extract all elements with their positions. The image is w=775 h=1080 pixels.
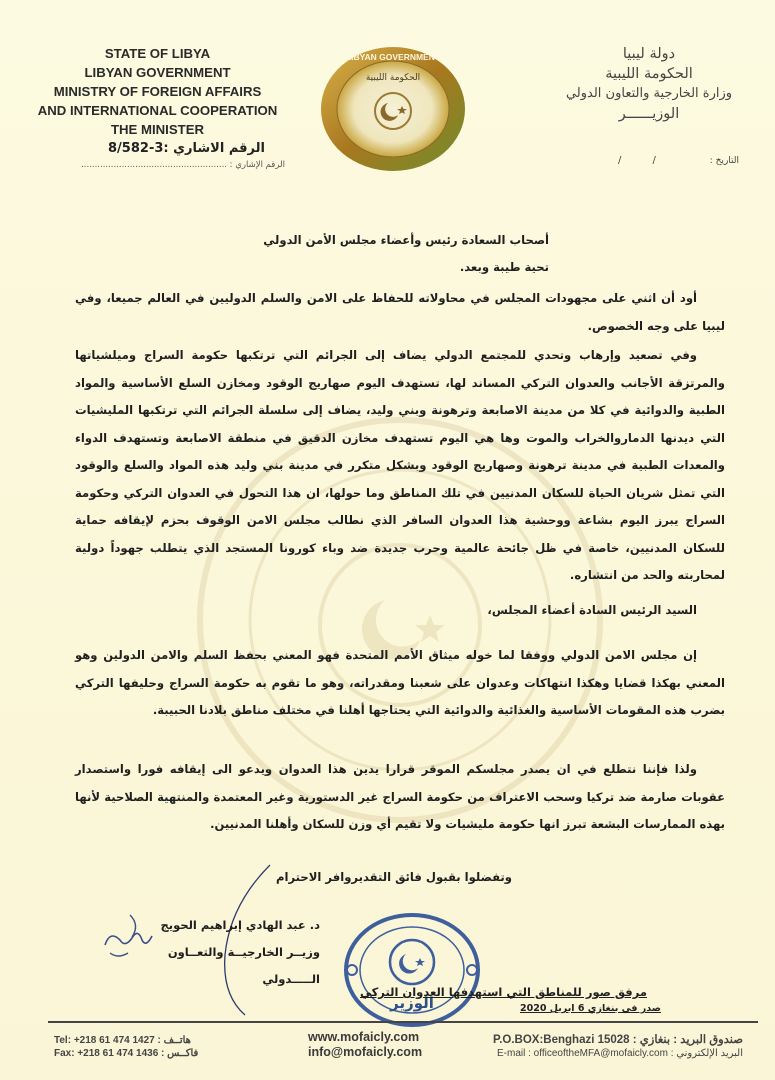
signatory-block [120,912,320,993]
arabic-letterhead [549,44,749,124]
salutation-greeting: تحية طيبة وبعد. [459,260,549,274]
letterhead-line-government: LIBYAN GOVERNMENT [84,65,231,80]
salutation-line: أصحاب السعادة رئيس وأعضاء مجلس الأمن الدولي [263,233,549,247]
letterhead-line-state: STATE OF LIBYA [104,46,211,61]
reference-label: الرقم الإشاري : ...................................................... [81,160,285,170]
footer-postal [493,1033,743,1061]
footer-po-box: صندوق البريد : بنغازي : P.O.BOX:Benghazi 15028 [493,1034,743,1046]
closing-remark: وتفضلوا بقبول فائق التقديروافر الاحترام [276,870,512,884]
footer-contact-phone [54,1034,198,1060]
arabic-line-minister: الوزيــــــر [618,106,680,122]
footer-fax: Fax: +218 61 474 1436 : فاكــس [54,1048,199,1059]
letterhead-line-minister: THE MINISTER [110,122,205,137]
footer-website[interactable]: www.mofaicly.com [308,1030,420,1044]
letter-body-1 [75,285,725,340]
signatory-name: د. عبد الهادي إبراهيم الحويج [160,918,320,932]
issued-date: صدر في بنغازي 6 ابريل 2020 [520,1003,661,1014]
letterhead-line-ministry: MINISTRY OF FOREIGN AFFAIRS [53,84,262,99]
footer-email-office[interactable]: البريد الإلكتروني : E-mail : officeoftheMFA@mofaicly.com [497,1048,743,1059]
letter-body-5 [75,756,725,839]
footer-divider [48,1021,758,1023]
attachment-note: مرفق صور للمناطق التي استهدفها العدوان التركي [359,985,647,999]
paragraph-security-council: إن مجلس الامن الدولي ووفقا لما خوله ميثاق الأمم المتحدة فهو المعني بحفظ السلم والامن الدولين وهو المعني بهكذا قضايا وهكذا انتهاكات وعدوان على شعبنا ومقدراته، وهو ما تقوم به حكومة السراج وحليفها التركي بضرب هذه المقومات الأساسية والغذائية والدوائية التي يحتاجها أهلنا في مختلف مناطق بلادنا الحبيبة. [75,648,725,717]
paragraph-request: ولذا فإننا نتطلع في ان يصدر مجلسكم الموقر قرارا يدين هذا العدوان ويدعو الى إيقافه فورا واستصدار عقوبات صارمة ضد تركيا وسحب الاعتراف من حكومة السراج غير الدستورية وغير المعتمدة والمنتهية الصلاحية لأنها بهذه الممارسات البشعة تبرز انها حكومة مليشيات ولا تقيم أي وزن للسكان وأهلنا المدنيين. [75,762,725,831]
footer-email-info[interactable]: info@mofaicly.com [308,1045,423,1059]
letterhead-line-cooperation: AND INTERNATIONAL COOPERATION [37,103,278,118]
ministry-logo [318,45,468,173]
official-stamp [340,910,485,1028]
footer-tel: Tel: +218 61 474 1427 : هاتــف [54,1035,191,1046]
reference-number: الرقم الاشاري :3-8/582 [108,141,265,156]
arabic-line-ministry: وزارة الخارجية والتعاون الدولي [565,86,733,101]
english-letterhead [30,44,285,139]
logo-text: LIBYAN GOVERNMENT [345,52,441,62]
footer-web [308,1030,422,1060]
stamp-text: الوزير [390,994,434,1012]
date-value: / / [618,155,670,166]
letter-body-4 [75,642,725,725]
letter-body-3 [75,597,725,625]
arabic-line-state: دولة ليبيا [622,46,676,62]
arabic-line-government: الحكومة الليبية [605,66,693,82]
salutation [263,227,549,281]
letter-body-2 [75,342,725,590]
logo-arabic-text: الحكومة الليبية [365,73,421,83]
signatory-title: وزيــر الخارجيــة والتعــاون الـــــدولي [167,945,320,986]
paragraph-intro: أود أن اثني على مجهودات المجلس في محاولاته للحفاظ على الامن والسلم الدوليين في العالم جميعا، وفي ليبيا على وجه الخصوص. [75,291,725,333]
paragraph-escalation: وفي تصعيد وإرهاب وتحدي للمجتمع الدولي يضاف إلى الجرائم التي ترتكبها حكومة السراج وميلشياتها والمرتزقة الأجانب والعدوان التركي المساند لها، تستهدف اليوم صهاريج الوقود ومخازن السلع الأساسية والمواد الطبية والدوائية في كلا من مدينة الاصابعة وترهونة وبني وليد، يضاف إلى سلسلة الجرائم التي ترتكبها المليشيات التي ديدنها الدماروالخراب والموت وها هي اليوم تستهدف مخازن الدقيق في منطقة الاصابعة وتستهدف الدواء والمعدات الطبية في مدينة ترهونة وصهاريج الوقود وبشكل متكرر في مدينة بني وليد هذه المواد والسلع والوقود التي تمثل شريان الحياة للسكان المدنيين في تلك المناطق وما حولها، ان هذا التحول في العدوان التركي وحكومة السراج يبرز اليوم بشاعة ووحشية هذا العدوان السافر الذي نطالب مجلس الامن الوقوف بحزم لإيقافه حماية للسكان المدنيين، خاصة في ظل جائحة عالمية وحرب جديدة ضد وباء كورونا المستجد الذي يتطلب جهوداً دولية لمحاربته والحد من انتشاره. [75,348,725,582]
date-label: التاريخ : [709,156,739,166]
paragraph-address: السيد الرئيس السادة أعضاء المجلس، [487,603,697,617]
